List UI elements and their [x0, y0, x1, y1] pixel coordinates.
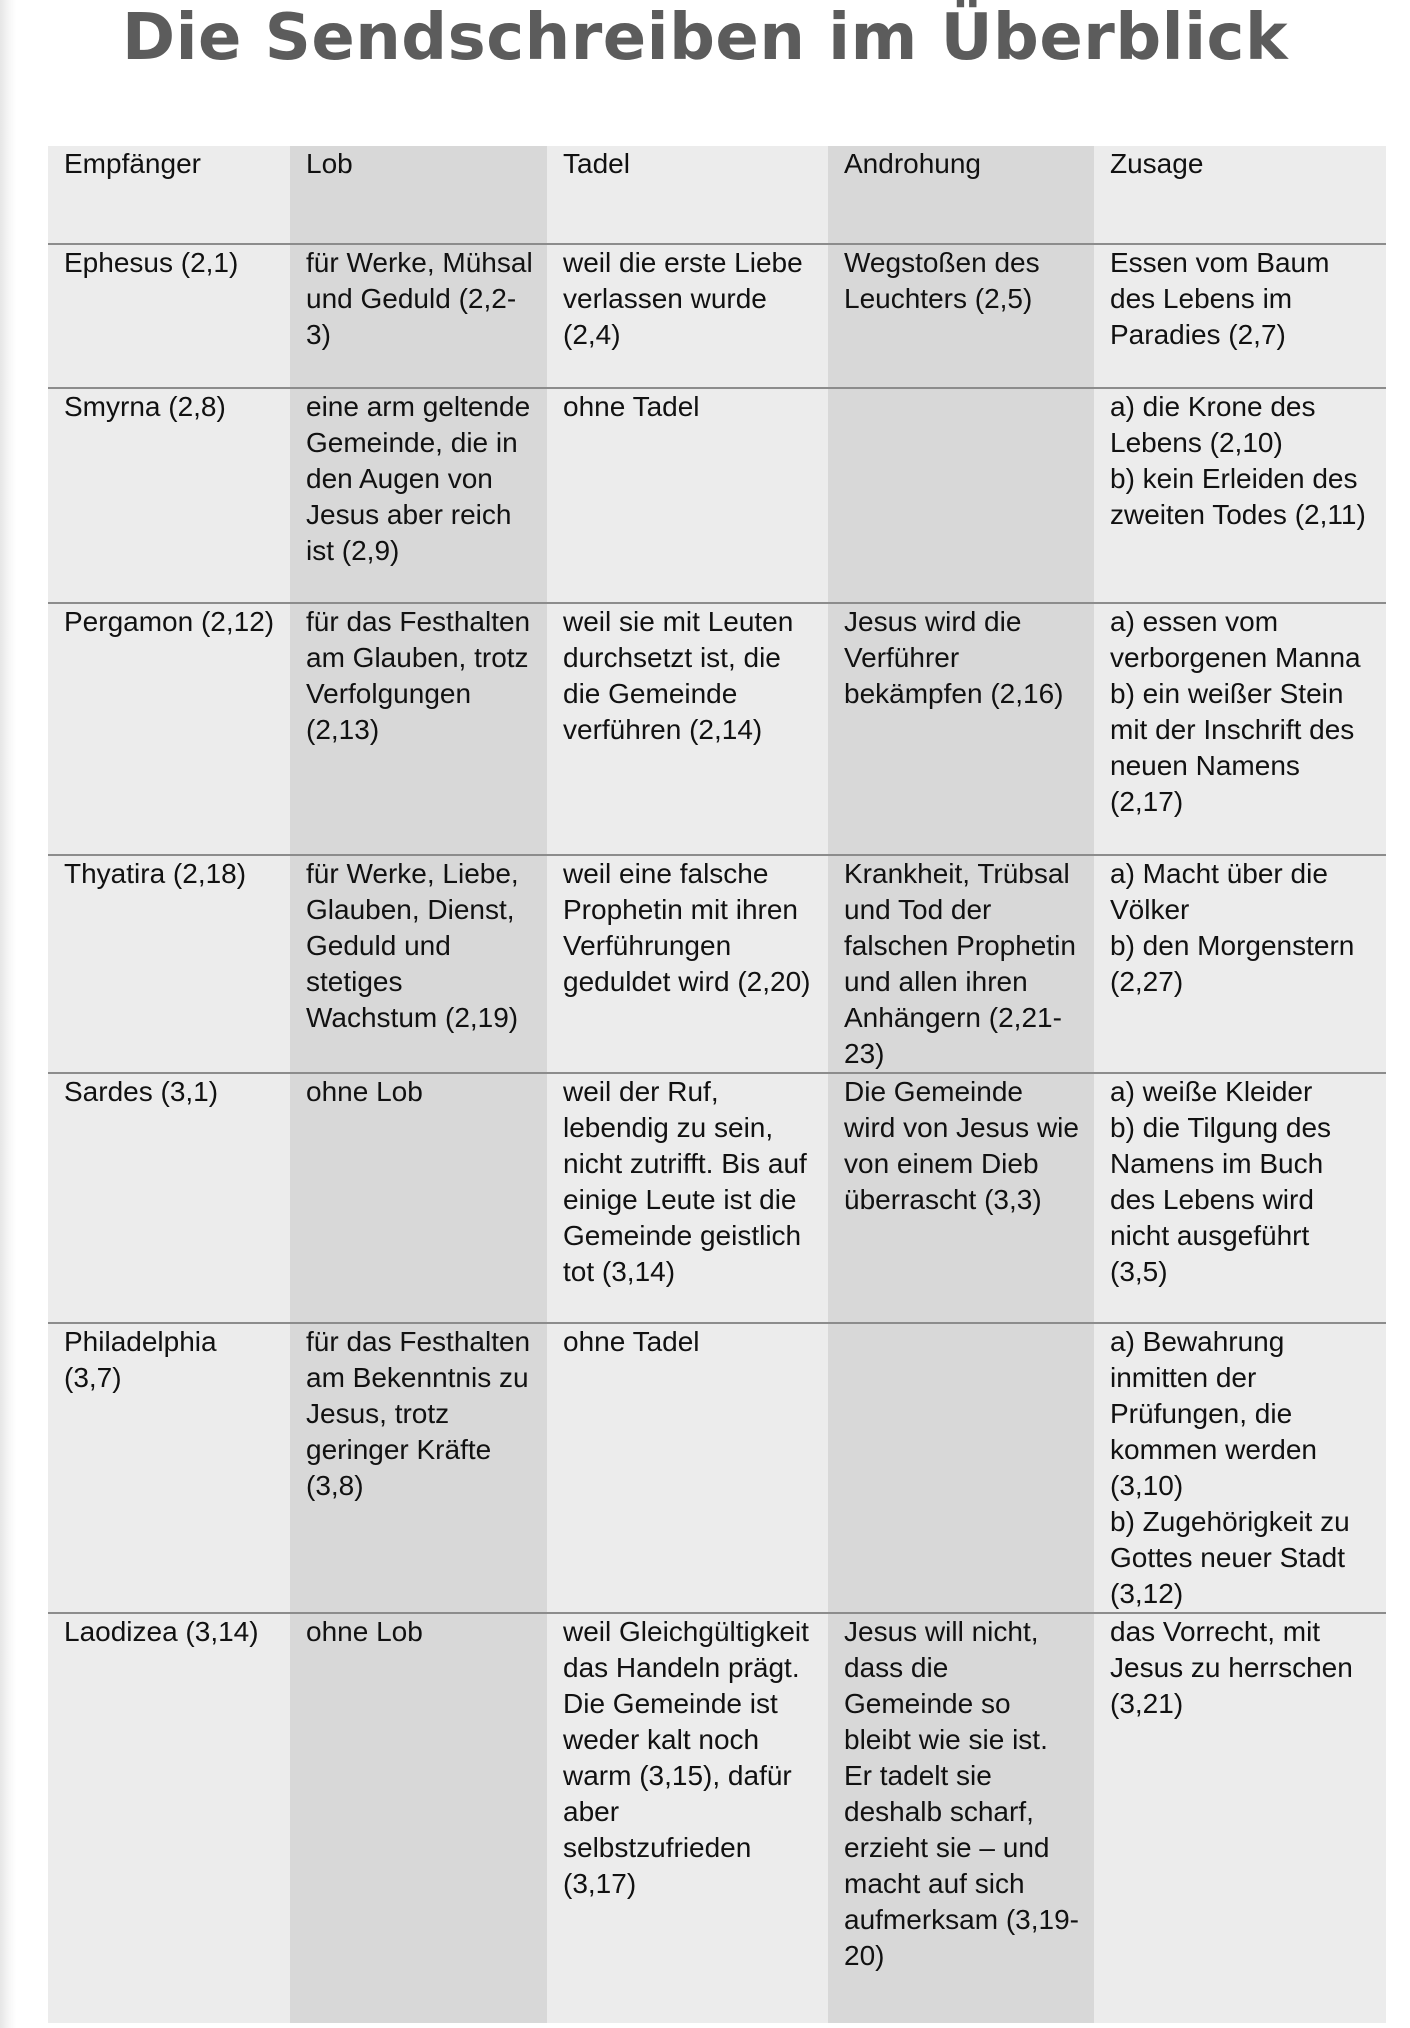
header-tadel: Tadel	[547, 146, 828, 244]
cell-lob: für das Festhalten am Glauben, trotz Verfolgungen (2,13)	[290, 603, 547, 855]
table-row	[48, 1323, 1386, 1613]
cell-androhung: Krankheit, Trübsal und Tod der falschen Prophetin und allen ihren Anhängern (2,21-23)	[828, 855, 1094, 1073]
cell-zusage: a) die Krone des Lebens (2,10) b) kein Erleiden des zweiten Todes (2,11)	[1094, 388, 1386, 603]
cell-tadel: weil der Ruf, lebendig zu sein, nicht zutrifft. Bis auf einige Leute ist die Gemeinde geistlich tot (3,14)	[547, 1073, 828, 1323]
cell-empfaenger: Ephesus (2,1)	[48, 244, 290, 388]
page-title: Die Sendschreiben im Überblick	[121, 1, 1289, 75]
cell-empfaenger: Thyatira (2,18)	[48, 855, 290, 1073]
cell-zusage: a) weiße Kleider b) die Tilgung des Namens im Buch des Lebens wird nicht ausgeführt (3,5)	[1094, 1073, 1386, 1323]
cell-lob: für das Festhalten am Bekenntnis zu Jesus, trotz geringer Kräfte (3,8)	[290, 1323, 547, 1613]
cell-tadel: weil Gleichgültigkeit das Handeln prägt. Die Gemeinde ist weder kalt noch warm (3,15), dafür aber selbstzufrieden (3,17)	[547, 1613, 828, 2023]
header-zusage: Zusage	[1094, 146, 1386, 244]
cell-lob: für Werke, Mühsal und Geduld (2,2-3)	[290, 244, 547, 388]
cell-lob: eine arm geltende Gemeinde, die in den Augen von Jesus aber reich ist (2,9)	[290, 388, 547, 603]
cell-androhung: Jesus wird die Verführer bekämpfen (2,16)	[828, 603, 1094, 855]
cell-tadel: weil eine falsche Prophetin mit ihren Verführungen geduldet wird (2,20)	[547, 855, 828, 1073]
overview-table	[48, 146, 1386, 2023]
cell-empfaenger: Smyrna (2,8)	[48, 388, 290, 603]
table-row	[48, 603, 1386, 855]
cell-lob: für Werke, Liebe, Glauben, Dienst, Geduld und stetiges Wachstum (2,19)	[290, 855, 547, 1073]
header-androhung: Androhung	[828, 146, 1094, 244]
table-row	[48, 1073, 1386, 1323]
cell-zusage: a) essen vom verborgenen Manna b) ein weißer Stein mit der Inschrift des neuen Namens (2,17)	[1094, 603, 1386, 855]
header-empfaenger: Empfänger	[48, 146, 290, 244]
cell-empfaenger: Laodizea (3,14)	[48, 1613, 290, 2023]
table-header-row	[48, 146, 1386, 244]
cell-zusage: a) Macht über die Völker b) den Morgenstern (2,27)	[1094, 855, 1386, 1073]
cell-empfaenger: Sardes (3,1)	[48, 1073, 290, 1323]
cell-zusage: a) Bewahrung inmitten der Prüfungen, die kommen werden (3,10) b) Zugehörigkeit zu Gottes neuer Stadt (3,12)	[1094, 1323, 1386, 1613]
cell-lob: ohne Lob	[290, 1073, 547, 1323]
cell-zusage: das Vorrecht, mit Jesus zu herrschen (3,21)	[1094, 1613, 1386, 2023]
cell-androhung: Wegstoßen des Leuchters (2,5)	[828, 244, 1094, 388]
cell-empfaenger: Philadelphia (3,7)	[48, 1323, 290, 1613]
cell-zusage: Essen vom Baum des Lebens im Paradies (2,7)	[1094, 244, 1386, 388]
page-edge-shadow	[0, 0, 16, 2028]
table-row	[48, 388, 1386, 603]
table-row	[48, 244, 1386, 388]
cell-tadel: ohne Tadel	[547, 388, 828, 603]
cell-androhung	[828, 1323, 1094, 1613]
table-row	[48, 1613, 1386, 2023]
cell-androhung: Jesus will nicht, dass die Gemeinde so bleibt wie sie ist. Er tadelt sie deshalb scharf, erzieht sie – und macht auf sich aufmerksam (3,19-20)	[828, 1613, 1094, 2023]
cell-androhung: Die Gemeinde wird von Jesus wie von einem Dieb überrascht (3,3)	[828, 1073, 1094, 1323]
cell-tadel: weil die erste Liebe verlassen wurde (2,4)	[547, 244, 828, 388]
header-lob: Lob	[290, 146, 547, 244]
cell-androhung	[828, 388, 1094, 603]
cell-tadel: ohne Tadel	[547, 1323, 828, 1613]
table-row	[48, 855, 1386, 1073]
cell-empfaenger: Pergamon (2,12)	[48, 603, 290, 855]
cell-lob: ohne Lob	[290, 1613, 547, 2023]
cell-tadel: weil sie mit Leuten durchsetzt ist, die die Gemeinde verführen (2,14)	[547, 603, 828, 855]
